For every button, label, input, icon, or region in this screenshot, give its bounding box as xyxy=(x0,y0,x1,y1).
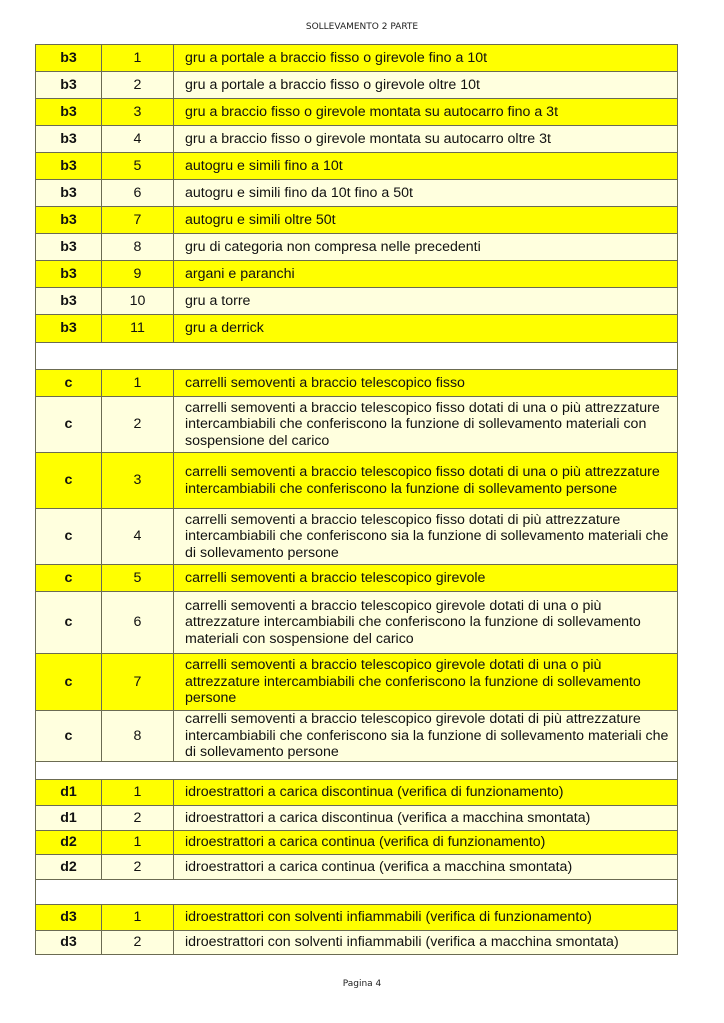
description-cell: autogru e simili oltre 50t xyxy=(174,207,678,234)
code-cell: b3 xyxy=(36,261,102,288)
spacer-row xyxy=(36,880,678,905)
description-cell: gru a braccio fisso o girevole montata su autocarro fino a 3t xyxy=(174,99,678,126)
number-cell: 3 xyxy=(102,453,174,509)
description-cell: gru a derrick xyxy=(174,315,678,343)
table-row xyxy=(36,315,678,343)
number-cell: 4 xyxy=(102,126,174,153)
table-row xyxy=(36,99,678,126)
table-row xyxy=(36,453,678,509)
code-cell: b3 xyxy=(36,72,102,99)
description-cell: carrelli semoventi a braccio telescopico girevole dotati di una o più attrezzature intercambiabili che conferiscono la funzione di sollevamento persone xyxy=(174,654,678,711)
number-cell: 10 xyxy=(102,288,174,315)
table-row xyxy=(36,780,678,806)
number-cell: 4 xyxy=(102,509,174,565)
code-cell: c xyxy=(36,509,102,565)
spacer-row xyxy=(36,762,678,780)
code-cell: b3 xyxy=(36,234,102,261)
number-cell: 6 xyxy=(102,180,174,207)
code-cell: c xyxy=(36,711,102,762)
spacer-cell xyxy=(36,762,678,780)
table-body xyxy=(36,45,678,955)
code-cell: b3 xyxy=(36,126,102,153)
number-cell: 7 xyxy=(102,654,174,711)
code-cell: c xyxy=(36,397,102,453)
code-cell: c xyxy=(36,592,102,654)
number-cell: 9 xyxy=(102,261,174,288)
description-cell: idroestrattori con solventi infiammabili (verifica di funzionamento) xyxy=(174,905,678,931)
code-cell: b3 xyxy=(36,99,102,126)
description-cell: idroestrattori a carica continua (verifica di funzionamento) xyxy=(174,831,678,855)
description-cell: gru a portale a braccio fisso o girevole fino a 10t xyxy=(174,45,678,72)
description-cell: carrelli semoventi a braccio telescopico fisso xyxy=(174,370,678,397)
number-cell: 2 xyxy=(102,931,174,955)
table-row xyxy=(36,180,678,207)
description-cell: carrelli semoventi a braccio telescopico girevole xyxy=(174,565,678,592)
number-cell: 2 xyxy=(102,855,174,880)
equipment-table xyxy=(35,44,678,955)
spacer-cell xyxy=(36,880,678,905)
code-cell: d2 xyxy=(36,831,102,855)
description-cell: carrelli semoventi a braccio telescopico fisso dotati di una o più attrezzature intercambiabili che conferiscono la funzione di sollevamento materiali con sospensione del carico xyxy=(174,397,678,453)
number-cell: 3 xyxy=(102,99,174,126)
code-cell: b3 xyxy=(36,45,102,72)
code-cell: c xyxy=(36,565,102,592)
table-row xyxy=(36,855,678,880)
page-header: SOLLEVAMENTO 2 PARTE xyxy=(305,22,419,32)
description-cell: gru a braccio fisso o girevole montata su autocarro oltre 3t xyxy=(174,126,678,153)
table-row xyxy=(36,288,678,315)
number-cell: 6 xyxy=(102,592,174,654)
code-cell: d3 xyxy=(36,931,102,955)
number-cell: 5 xyxy=(102,565,174,592)
table-row xyxy=(36,45,678,72)
description-cell: carrelli semoventi a braccio telescopico girevole dotati di una o più attrezzature intercambiabili che conferiscono la funzione di sollevamento materiali con sospensione del carico xyxy=(174,592,678,654)
description-cell: idroestrattori a carica continua (verifica a macchina smontata) xyxy=(174,855,678,880)
code-cell: b3 xyxy=(36,288,102,315)
number-cell: 2 xyxy=(102,397,174,453)
code-cell: c xyxy=(36,654,102,711)
table-row xyxy=(36,72,678,99)
spacer-row xyxy=(36,343,678,370)
number-cell: 1 xyxy=(102,831,174,855)
code-cell: b3 xyxy=(36,315,102,343)
table-row xyxy=(36,565,678,592)
table-row xyxy=(36,234,678,261)
table-row xyxy=(36,153,678,180)
number-cell: 1 xyxy=(102,370,174,397)
table-row xyxy=(36,831,678,855)
code-cell: b3 xyxy=(36,180,102,207)
description-cell: argani e paranchi xyxy=(174,261,678,288)
code-cell: d1 xyxy=(36,806,102,831)
table-row xyxy=(36,126,678,153)
description-cell: autogru e simili fino da 10t fino a 50t xyxy=(174,180,678,207)
description-cell: carrelli semoventi a braccio telescopico fisso dotati di più attrezzature intercambiabili che conferiscono sia la funzione di sollevamento materiali che di sollevamento persone xyxy=(174,509,678,565)
number-cell: 8 xyxy=(102,234,174,261)
number-cell: 11 xyxy=(102,315,174,343)
table-row xyxy=(36,905,678,931)
table-row xyxy=(36,509,678,565)
code-cell: b3 xyxy=(36,153,102,180)
number-cell: 2 xyxy=(102,72,174,99)
description-cell: idroestrattori a carica discontinua (verifica di funzionamento) xyxy=(174,780,678,806)
description-cell: gru di categoria non compresa nelle precedenti xyxy=(174,234,678,261)
description-cell: autogru e simili fino a 10t xyxy=(174,153,678,180)
spacer-cell xyxy=(36,343,678,370)
table-row xyxy=(36,370,678,397)
code-cell: d3 xyxy=(36,905,102,931)
table-row xyxy=(36,207,678,234)
number-cell: 1 xyxy=(102,905,174,931)
number-cell: 1 xyxy=(102,780,174,806)
description-cell: gru a portale a braccio fisso o girevole oltre 10t xyxy=(174,72,678,99)
code-cell: b3 xyxy=(36,207,102,234)
description-cell: idroestrattori con solventi infiammabili (verifica a macchina smontata) xyxy=(174,931,678,955)
description-cell: carrelli semoventi a braccio telescopico girevole dotati di più attrezzature intercambiabili che conferiscono sia la funzione di sollevamento materiali che di sollevamento persone xyxy=(174,711,678,762)
page-footer: Pagina 4 xyxy=(342,979,382,989)
number-cell: 8 xyxy=(102,711,174,762)
number-cell: 2 xyxy=(102,806,174,831)
number-cell: 1 xyxy=(102,45,174,72)
table-row xyxy=(36,806,678,831)
table-row xyxy=(36,592,678,654)
code-cell: c xyxy=(36,453,102,509)
number-cell: 5 xyxy=(102,153,174,180)
description-cell: carrelli semoventi a braccio telescopico fisso dotati di una o più attrezzature intercambiabili che conferiscono la funzione di sollevamento persone xyxy=(174,453,678,509)
table-row xyxy=(36,931,678,955)
code-cell: c xyxy=(36,370,102,397)
table-row xyxy=(36,654,678,711)
code-cell: d2 xyxy=(36,855,102,880)
number-cell: 7 xyxy=(102,207,174,234)
table-row xyxy=(36,397,678,453)
description-cell: gru a torre xyxy=(174,288,678,315)
code-cell: d1 xyxy=(36,780,102,806)
table-row xyxy=(36,261,678,288)
description-cell: idroestrattori a carica discontinua (verifica a macchina smontata) xyxy=(174,806,678,831)
table-row xyxy=(36,711,678,762)
